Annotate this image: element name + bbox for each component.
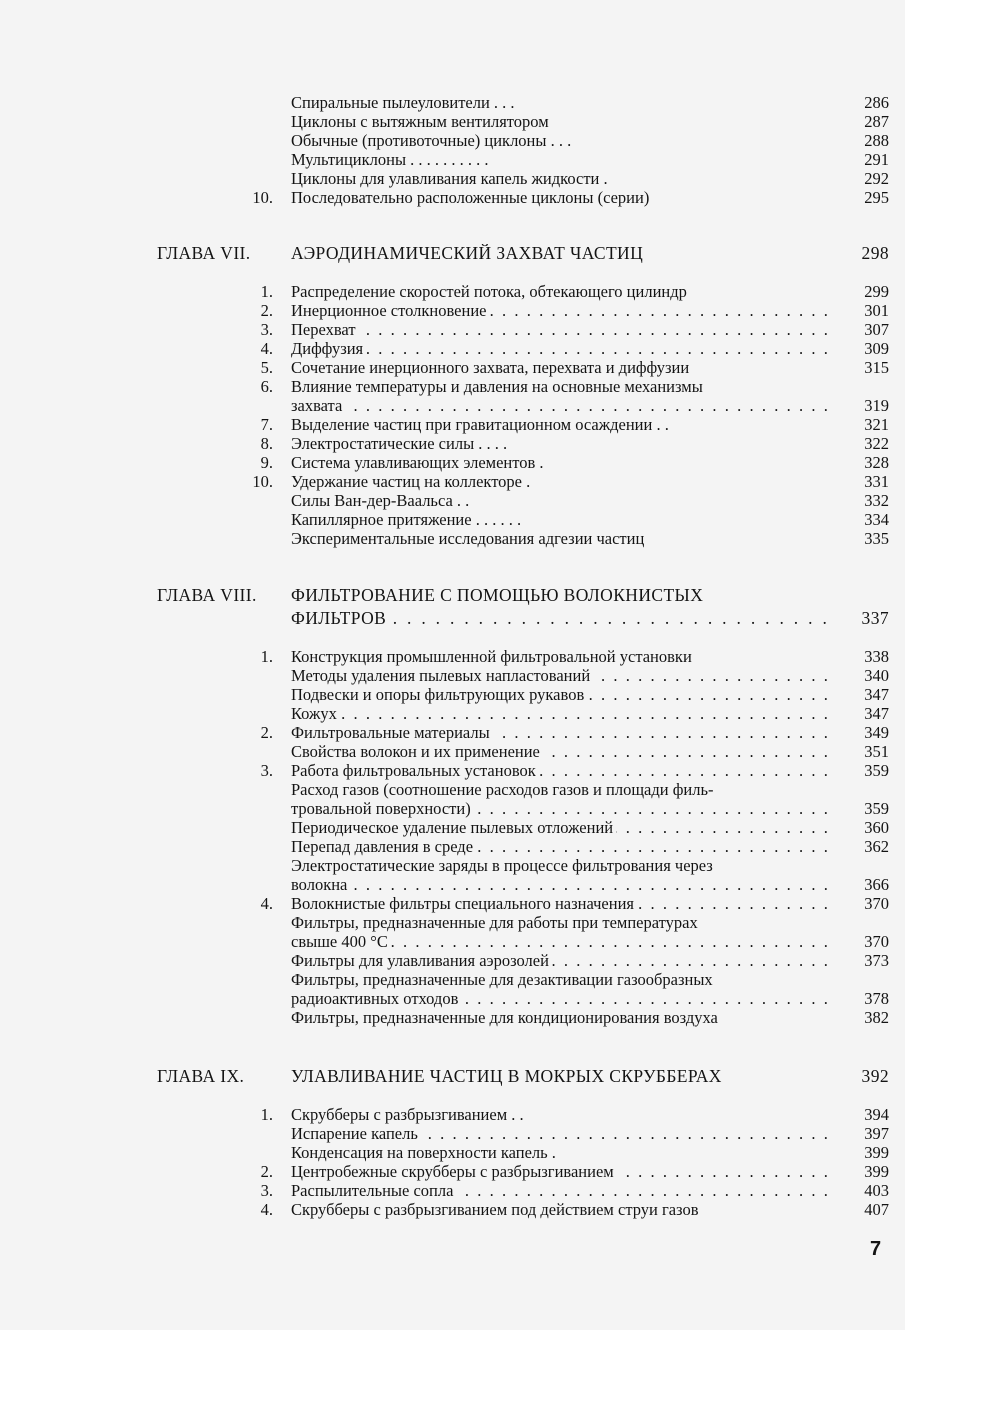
toc-entry-label: Электростатические заряды в процессе фильтрования через — [291, 856, 716, 875]
toc-entry-page: 287 — [864, 112, 889, 131]
toc-entry-page: 397 — [864, 1124, 889, 1143]
toc-entry-page: 340 — [864, 666, 889, 685]
toc-entry-page: 301 — [864, 301, 889, 320]
toc-entry-label: Фильтры, предназначенные для работы при температурах — [291, 913, 701, 932]
toc-entry-number: 5. — [260, 358, 273, 377]
toc-entry-page: 299 — [864, 282, 889, 301]
chapter-title-line1: ФИЛЬТРОВАНИЕ С ПОМОЩЬЮ ВОЛОКНИСТЫХ — [291, 586, 704, 605]
toc-entry-label: Система улавливающих элементов . — [291, 453, 547, 472]
toc-entry-label: Перепад давления в среде — [291, 837, 476, 856]
chapter-title-line2 — [291, 609, 832, 628]
toc-entry-number: 8. — [260, 434, 273, 453]
toc-entry-text — [291, 1162, 832, 1181]
toc-entry-number: 2. — [260, 1162, 273, 1181]
toc-entry-text — [291, 339, 832, 358]
toc-entry-page: 370 — [864, 932, 889, 951]
toc-entry-text — [291, 951, 832, 970]
toc-entry-label: радиоактивных отходов — [291, 989, 461, 1008]
toc-entry-text — [291, 453, 832, 472]
toc-entry-text — [291, 685, 832, 704]
toc-entry-page: 334 — [864, 510, 889, 529]
toc-entry-page: 399 — [864, 1143, 889, 1162]
toc-entry-text — [291, 358, 832, 377]
toc-entry-page: 359 — [864, 799, 889, 818]
toc-entry-text — [291, 1105, 832, 1124]
chapter-title-text: ФИЛЬТРОВ — [291, 609, 389, 628]
toc-entry-page: 370 — [864, 894, 889, 913]
chapter-title: УЛАВЛИВАНИЕ ЧАСТИЦ В МОКРЫХ СКРУББЕРАХ — [291, 1067, 722, 1086]
toc-entry-text — [291, 932, 832, 951]
toc-entry-text: Обычные (противоточные) циклоны . . . — [291, 131, 572, 150]
toc-entry-text — [291, 799, 832, 818]
toc-entry-text — [291, 415, 832, 434]
toc-entry-label: Конденсация на поверхности капель . — [291, 1143, 559, 1162]
toc-entry-number: 10. — [252, 188, 273, 207]
toc-entry-page: 378 — [864, 989, 889, 1008]
toc-entry-page: 362 — [864, 837, 889, 856]
toc-entry-text — [291, 894, 832, 913]
toc-entry-page: 288 — [864, 131, 889, 150]
toc-entry-number: 4. — [260, 339, 273, 358]
toc-entry-label: Капиллярное притяжение . . . . . . — [291, 510, 524, 529]
chapter-label: ГЛАВА VIII. — [157, 585, 257, 605]
toc-entry-label: Перехват — [291, 320, 359, 339]
toc-entry-page: 403 — [864, 1181, 889, 1200]
toc-entry-page: 307 — [864, 320, 889, 339]
toc-entry-text — [291, 320, 832, 339]
toc-entry-label: волокна — [291, 875, 350, 894]
chapter-label: ГЛАВА VII. — [157, 243, 251, 263]
toc-entry-page: 322 — [864, 434, 889, 453]
toc-entry-number: 2. — [260, 301, 273, 320]
toc-entry-text: Циклоны с вытяжным вентилятором — [291, 112, 549, 131]
toc-entry-label: Свойства волокон и их применение — [291, 742, 543, 761]
toc-entry-label: Фильтры, предназначенные для дезактивации газообразных — [291, 970, 716, 989]
toc-entry-text — [291, 1143, 832, 1162]
toc-entry-text — [291, 742, 832, 761]
toc-entry-text — [291, 875, 832, 894]
toc-entry-label: Удержание частиц на коллекторе . — [291, 472, 533, 491]
toc-entry-page: 373 — [864, 951, 889, 970]
toc-entry-page: 347 — [864, 704, 889, 723]
toc-entry-number: 6. — [260, 377, 273, 396]
toc-entry-label: Распылительные сопла — [291, 1181, 456, 1200]
toc-entry-text: Спиральные пылеуловители . . . — [291, 93, 515, 112]
toc-entry-number: 4. — [260, 894, 273, 913]
toc-entry-label: свыше 400 °С — [291, 932, 391, 951]
toc-entry-number: 3. — [260, 761, 273, 780]
toc-entry-page: 394 — [864, 1105, 889, 1124]
toc-entry-number: 1. — [260, 282, 273, 301]
toc-entry-label: Инерционное столкновение — [291, 301, 489, 320]
toc-entry-label: Центробежные скрубберы с разбрызгиванием — [291, 1162, 617, 1181]
toc-entry-text: Последовательно расположенные циклоны (серии) — [291, 188, 650, 207]
toc-entry-page: 335 — [864, 529, 889, 548]
toc-entry-number: 2. — [260, 723, 273, 742]
toc-entry-text — [291, 396, 832, 415]
toc-entry-page: 286 — [864, 93, 889, 112]
toc-entry-label: Распределение скоростей потока, обтекающего цилиндр — [291, 282, 690, 301]
toc-entry-label: Периодическое удаление пылевых отложений — [291, 818, 616, 837]
toc-entry-text — [291, 510, 832, 529]
toc-entry-page: 360 — [864, 818, 889, 837]
toc-entry-text — [291, 647, 832, 666]
toc-entry-page: 328 — [864, 453, 889, 472]
toc-entry-number: 9. — [260, 453, 273, 472]
toc-entry-number: 3. — [260, 320, 273, 339]
toc-entry-label: Конструкция промышленной фильтровальной установки — [291, 647, 695, 666]
toc-entry-text — [291, 970, 832, 989]
chapter-page: 337 — [861, 608, 889, 628]
toc-entry-page: 382 — [864, 1008, 889, 1027]
toc-entry-label: Скрубберы с разбрызгиванием . . — [291, 1105, 527, 1124]
toc-entry-label: Электростатические силы . . . . — [291, 434, 510, 453]
chapter-title: АЭРОДИНАМИЧЕСКИЙ ЗАХВАТ ЧАСТИЦ — [291, 244, 644, 263]
toc-entry-text — [291, 780, 832, 799]
toc-entry-page: 309 — [864, 339, 889, 358]
toc-entry-text — [291, 1124, 832, 1143]
toc-entry-text — [291, 666, 832, 685]
toc-entry-text — [291, 837, 832, 856]
toc-entry-page: 331 — [864, 472, 889, 491]
toc-entry-page: 359 — [864, 761, 889, 780]
toc-entry-number: 3. — [260, 1181, 273, 1200]
chapter-label: ГЛАВА IX. — [157, 1066, 245, 1086]
toc-entry-label: Сочетание инерционного захвата, перехвата и диффузии — [291, 358, 692, 377]
toc-entry-text — [291, 856, 832, 875]
toc-entry-page: 321 — [864, 415, 889, 434]
toc-entry-label: Экспериментальные исследования адгезии частиц — [291, 529, 647, 548]
toc-entry-text — [291, 1181, 832, 1200]
toc-entry-text — [291, 818, 832, 837]
toc-entry-page: 399 — [864, 1162, 889, 1181]
toc-entry-label: Методы удаления пылевых напластований — [291, 666, 593, 685]
toc-entry-text: Мультициклоны . . . . . . . . . . — [291, 150, 489, 169]
toc-entry-text — [291, 301, 832, 320]
toc-entry-text — [291, 434, 832, 453]
toc-entry-text — [291, 491, 832, 510]
toc-entry-label: Испарение капель — [291, 1124, 421, 1143]
toc-entry-label: Подвески и опоры фильтрующих рукавов — [291, 685, 587, 704]
toc-entry-number: 7. — [260, 415, 273, 434]
toc-entry-label: Кожух — [291, 704, 340, 723]
toc-entry-label: Диффузия — [291, 339, 366, 358]
toc-entry-page: 319 — [864, 396, 889, 415]
toc-entry-label: Скрубберы с разбрызгиванием под действием струи газов — [291, 1200, 702, 1219]
toc-entry-text: Циклоны для улавливания капель жидкости . — [291, 169, 608, 188]
toc-entry-text — [291, 761, 832, 780]
toc-entry-page: 295 — [864, 188, 889, 207]
page-number: 7 — [870, 1238, 882, 1260]
toc-entry-label: Расход газов (соотношение расходов газов и площади филь- — [291, 780, 716, 799]
toc-entry-text — [291, 377, 832, 396]
toc-entry-label: Влияние температуры и давления на основные механизмы — [291, 377, 706, 396]
toc-entry-page: 366 — [864, 875, 889, 894]
toc-entry-number: 10. — [252, 472, 273, 491]
toc-entry-text — [291, 989, 832, 1008]
toc-entry-label: Волокнистые фильтры специального назначения — [291, 894, 637, 913]
toc-entry-page: 347 — [864, 685, 889, 704]
toc-entry-page: 338 — [864, 647, 889, 666]
toc-entry-text — [291, 913, 832, 932]
toc-entry-label: Силы Ван-дер-Ваальса . . — [291, 491, 472, 510]
toc-entry-label: Работа фильтровальных установок — [291, 761, 539, 780]
toc-entry-page: 407 — [864, 1200, 889, 1219]
toc-entry-page: 291 — [864, 150, 889, 169]
toc-entry-page: 351 — [864, 742, 889, 761]
toc-entry-number: 1. — [260, 1105, 273, 1124]
toc-entry-label: Фильтры, предназначенные для кондиционирования воздуха — [291, 1008, 721, 1027]
toc-entry-number: 4. — [260, 1200, 273, 1219]
toc-entry-text — [291, 282, 832, 301]
toc-entry-label: захвата — [291, 396, 345, 415]
toc-entry-text — [291, 529, 832, 548]
toc-entry-text — [291, 1200, 832, 1219]
toc-entry-text — [291, 1008, 832, 1027]
toc-entry-text — [291, 723, 832, 742]
chapter-page: 392 — [861, 1066, 889, 1086]
toc-entry-label: Фильтровальные материалы — [291, 723, 493, 742]
toc-entry-number: 1. — [260, 647, 273, 666]
toc-entry-label: Фильтры для улавливания аэрозолей — [291, 951, 552, 970]
toc-entry-page: 315 — [864, 358, 889, 377]
toc-entry-page: 332 — [864, 491, 889, 510]
toc-entry-page: 292 — [864, 169, 889, 188]
toc-entry-page: 349 — [864, 723, 889, 742]
toc-entry-text — [291, 472, 832, 491]
toc-entry-text — [291, 704, 832, 723]
toc-entry-label: Выделение частиц при гравитационном осаждении . . — [291, 415, 672, 434]
toc-entry-label: тровальной поверхности) — [291, 799, 474, 818]
chapter-page: 298 — [861, 243, 889, 263]
